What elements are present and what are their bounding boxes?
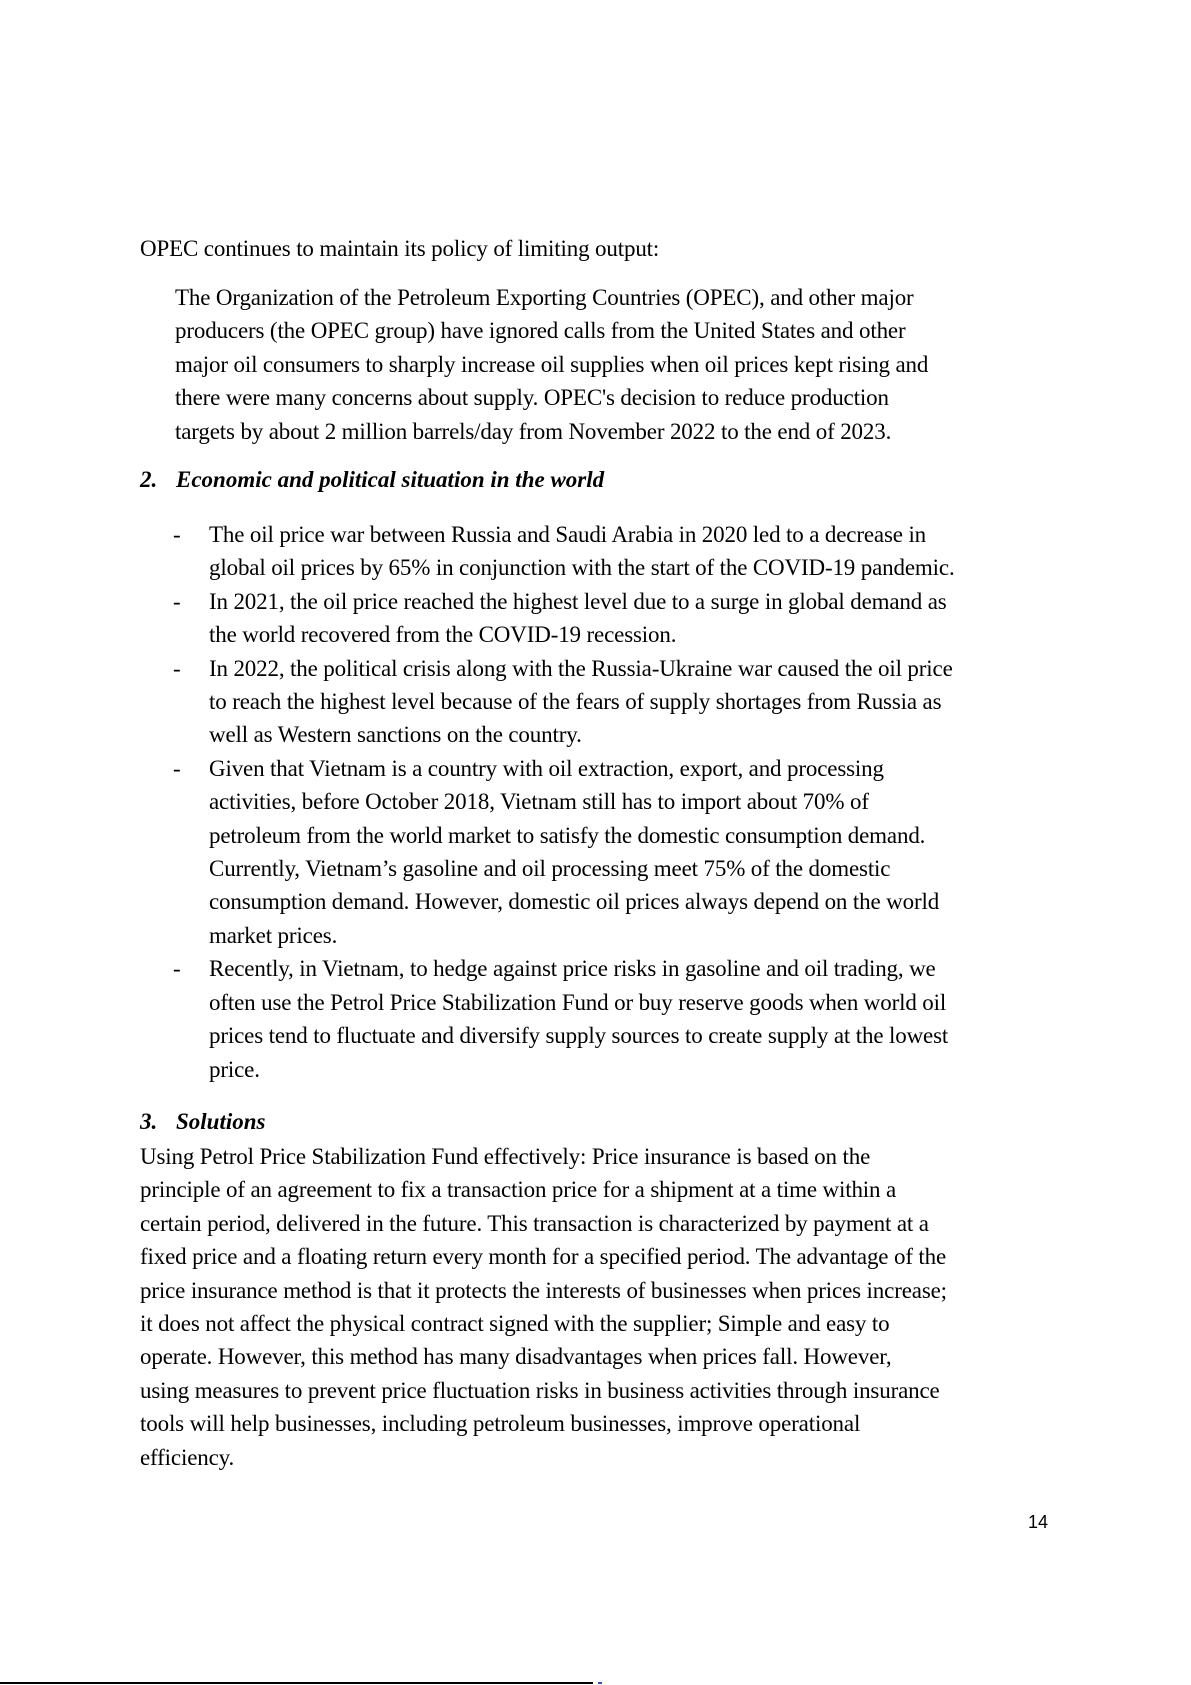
text-line: consumption demand. However, domestic oil prices always depend on the world [209, 889, 940, 915]
page-bottom-marker [598, 1682, 602, 1684]
list-item [173, 952, 1053, 1086]
solutions-paragraph [140, 1140, 1065, 1474]
text-line: principle of an agreement to fix a transaction price for a shipment at a time within a [140, 1177, 897, 1203]
text-line: certain period, delivered in the future. This transaction is characterized by payment at a [140, 1210, 929, 1236]
intro-line: OPEC continues to maintain its policy of limiting output: [140, 236, 660, 261]
page-bottom-rule [0, 1682, 593, 1684]
text-line: well as Western sanctions on the country. [209, 722, 582, 748]
section-3-heading [140, 1105, 266, 1138]
text-line: operate. However, this method has many disadvantages when prices fall. However, [140, 1344, 892, 1370]
text-line: Recently, in Vietnam, to hedge against price risks in gasoline and oil trading, we [209, 956, 936, 982]
text-line: price. [209, 1056, 260, 1082]
text-line: using measures to prevent price fluctuation risks in business activities through insurance [140, 1377, 940, 1403]
text-line: producers (the OPEC group) have ignored calls from the United States and other [175, 318, 906, 344]
text-line: market prices. [209, 922, 338, 948]
text-line: the world recovered from the COVID-19 recession. [209, 622, 677, 648]
text-line: there were many concerns about supply. OPEC's decision to reduce production [175, 385, 889, 411]
text-line: The oil price war between Russia and Saudi Arabia in 2020 led to a decrease in [209, 522, 927, 547]
list-item [173, 518, 1053, 585]
text-line: Given that Vietnam is a country with oil extraction, export, and processing [209, 755, 884, 781]
bullet-list [173, 518, 1053, 1086]
text-line: In 2021, the oil price reached the highest level due to a surge in global demand as [209, 588, 947, 614]
section-2-heading [140, 463, 604, 496]
text-line: fixed price and a floating return every month for a specified period. The advantage of the [140, 1244, 947, 1270]
text-line: Using Petrol Price Stabilization Fund effectively: Price insurance is based on the [140, 1144, 871, 1169]
text-line: to reach the highest level because of the fears of supply shortages from Russia as [209, 689, 942, 715]
text-line: prices tend to fluctuate and diversify supply sources to create supply at the lowest [209, 1023, 949, 1049]
section-number: 3. [140, 1109, 158, 1134]
text-line: In 2022, the political crisis along with the Russia-Ukraine war caused the oil price [209, 655, 953, 681]
dash-bullet-icon: - [173, 588, 181, 614]
text-line: tools will help businesses, including petroleum businesses, improve operational [140, 1411, 861, 1437]
list-item [173, 585, 1053, 652]
text-line: The Organization of the Petroleum Exporting Countries (OPEC), and other major [175, 285, 914, 310]
text-line: Currently, Vietnam’s gasoline and oil processing meet 75% of the domestic [209, 856, 891, 882]
page-number: 14 [1028, 1512, 1049, 1532]
text-line: often use the Petrol Price Stabilization Fund or buy reserve goods when world oil [209, 989, 947, 1015]
text-line: efficiency. [140, 1444, 235, 1470]
list-item [173, 652, 1053, 752]
dash-bullet-icon: - [173, 522, 181, 547]
text-line: global oil prices by 65% in conjunction with the start of the COVID-19 pandemic. [209, 555, 955, 581]
text-line: it does not affect the physical contract signed with the supplier; Simple and easy to [140, 1311, 890, 1337]
text-line: price insurance method is that it protects the interests of businesses when prices increase; [140, 1277, 947, 1303]
section-title: Economic and political situation in the world [176, 467, 605, 492]
text-line: targets by about 2 million barrels/day from November 2022 to the end of 2023. [175, 418, 892, 444]
text-line: petroleum from the world market to satisfy the domestic consumption demand. [209, 822, 926, 848]
section-number: 2. [140, 467, 158, 492]
section-title: Solutions [176, 1109, 266, 1134]
dash-bullet-icon: - [173, 655, 181, 681]
text-line: major oil consumers to sharply increase oil supplies when oil prices kept rising and [175, 351, 929, 377]
opec-paragraph [175, 281, 1055, 448]
list-item [173, 752, 1053, 952]
dash-bullet-icon: - [173, 956, 181, 982]
dash-bullet-icon: - [173, 755, 181, 781]
text-line: activities, before October 2018, Vietnam still has to import about 70% of [209, 789, 869, 815]
